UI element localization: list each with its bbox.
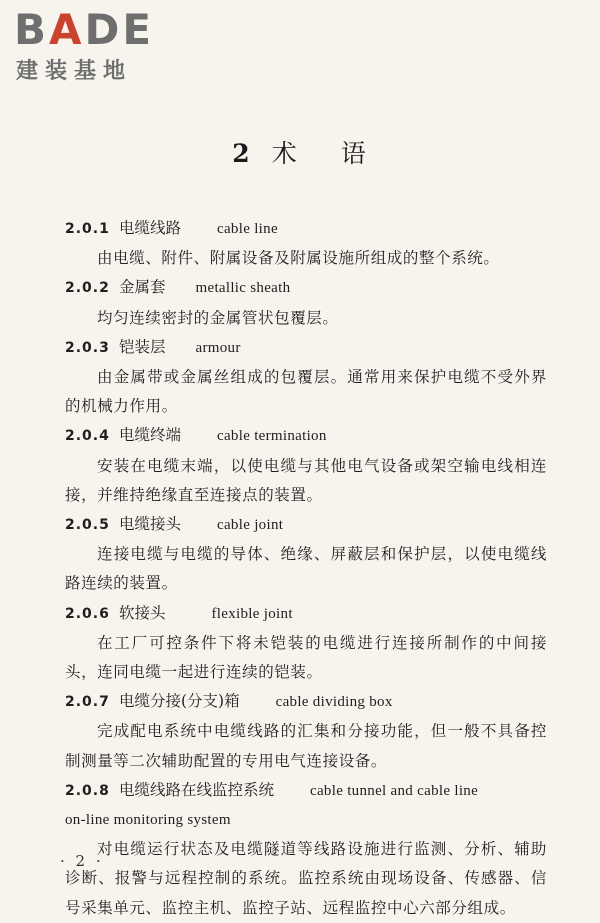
term-chinese: 电缆分接(分支)箱 — [119, 692, 240, 711]
term-number: 2.0.5 — [65, 517, 110, 534]
logo-letter-b: B — [14, 5, 50, 54]
term-definition: 安装在电缆末端，以使电缆与其他电气设备或架空输电线相连接，并维持绝缘直至连接点的装置。 — [65, 456, 547, 504]
term-definition: 对电缆运行状态及电缆隧道等线路设施进行监测、分析、辅助诊断、报警与远程控制的系统。监控系统由现场设备、传感器、信号采集单元、监控主机、监控子站、远程监控中心六部分组成。 — [65, 840, 547, 917]
term-chinese: 软接头 — [119, 603, 166, 622]
term-definition: 由金属带或金属丝组成的包覆层。通常用来保护电缆不受外界的机械力作用。 — [65, 368, 547, 416]
term-chinese: 电缆接头 — [119, 515, 182, 534]
term-heading — [65, 776, 547, 806]
term-number: 2.0.7 — [65, 694, 110, 711]
term-heading — [65, 599, 547, 629]
term-heading — [65, 273, 547, 303]
term-chinese: 电缆线路 — [119, 219, 182, 237]
term-2-0-1 — [65, 214, 547, 273]
logo-letter-a: A — [49, 5, 85, 54]
term-chinese: 电缆线路在线监控系统 — [119, 780, 275, 799]
term-2-0-6 — [65, 599, 547, 688]
term-chinese: 金属套 — [119, 278, 166, 297]
term-english: armour — [195, 339, 241, 356]
term-heading — [65, 687, 547, 717]
logo-wordmark — [14, 6, 154, 54]
chapter-title-word-2: 语 — [340, 139, 368, 168]
chapter-title-word-1: 术 — [271, 139, 299, 168]
term-definition: 由电缆、附件、附属设备及附属设施所组成的整个系统。 — [97, 249, 500, 268]
term-heading — [65, 510, 547, 540]
term-number: 2.0.8 — [65, 782, 110, 799]
term-2-0-3 — [65, 333, 547, 422]
term-2-0-7 — [65, 687, 547, 776]
terms-section — [65, 214, 547, 923]
term-2-0-2 — [65, 273, 547, 332]
term-number: 2.0.4 — [65, 428, 110, 445]
term-heading — [65, 214, 547, 244]
term-definition: 完成配电系统中电缆线路的汇集和分接功能，但一般不具备控制测量等二次辅助配置的专用电气连接设备。 — [65, 722, 547, 770]
term-heading — [65, 421, 547, 451]
term-heading — [65, 333, 547, 363]
term-definition: 连接电缆与电缆的导体、绝缘、屏蔽层和保护层，以使电缆线路连续的装置。 — [65, 545, 547, 593]
term-english: cable termination — [217, 428, 327, 445]
term-chinese: 电缆终端 — [119, 426, 182, 445]
logo-letters-de: DE — [84, 5, 155, 54]
term-definition: 均匀连续密封的金属管状包覆层。 — [97, 308, 339, 327]
term-definition: 在工厂可控条件下将未铠装的电缆进行连接所制作的中间接头，连同电缆一起进行连续的铠装。 — [65, 633, 547, 682]
brand-logo — [14, 6, 184, 90]
term-english: cable joint — [217, 517, 284, 534]
term-number: 2.0.6 — [65, 605, 110, 622]
term-number: 2.0.1 — [65, 221, 110, 237]
chapter-number: 2 — [232, 139, 252, 168]
term-2-0-5 — [65, 510, 547, 599]
term-english: cable dividing box — [275, 694, 393, 711]
term-english: metallic sheath — [195, 280, 291, 297]
page-number: · 2 · — [60, 852, 104, 870]
term-chinese: 铠装层 — [119, 337, 166, 356]
term-english: flexible joint — [211, 605, 293, 622]
chapter-title — [0, 134, 600, 170]
term-2-0-4 — [65, 421, 547, 510]
term-english: cable tunnel and cable line — [310, 782, 479, 799]
logo-subtitle: 建装基地 — [16, 59, 133, 84]
term-2-0-8 — [65, 776, 547, 923]
term-english: cable line — [217, 221, 278, 237]
term-english-continuation: on-line monitoring system — [65, 812, 231, 829]
term-number: 2.0.3 — [65, 339, 110, 356]
term-number: 2.0.2 — [65, 280, 110, 297]
